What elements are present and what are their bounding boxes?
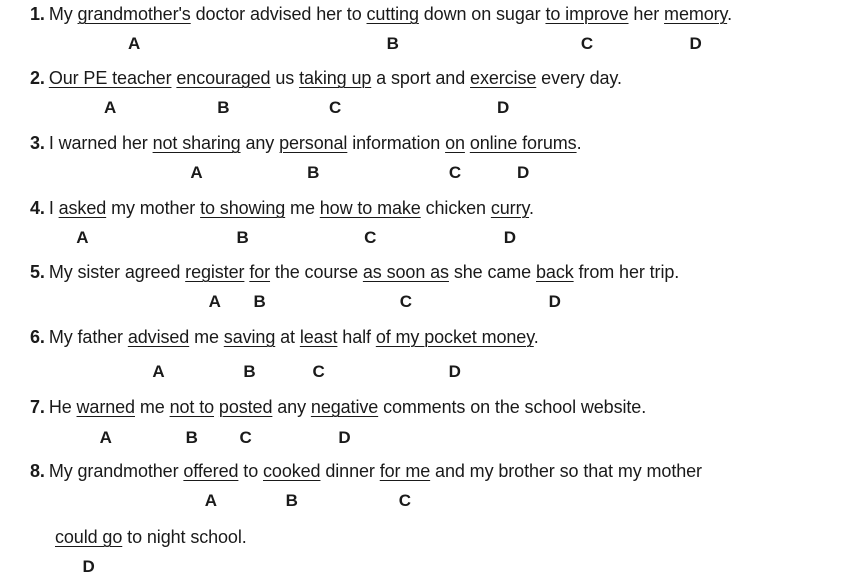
question-2-line-1 xyxy=(30,67,622,89)
sentence-text: from her trip. xyxy=(573,262,680,282)
question-3-line-1 xyxy=(30,132,581,154)
question-8-line-2 xyxy=(55,526,247,548)
question-7-line-1 xyxy=(30,396,646,418)
underlined-segment: how to make xyxy=(319,198,421,218)
question-number: 3. xyxy=(30,133,45,153)
option-label-c: C xyxy=(399,292,413,311)
option-label-b: B xyxy=(185,428,198,447)
question-number: 7. xyxy=(30,397,45,417)
question-number: 8. xyxy=(30,461,45,481)
option-label-d: D xyxy=(497,98,510,117)
sentence-text: any xyxy=(272,397,311,417)
underlined-segment: negative xyxy=(310,397,379,417)
sentence-text: me xyxy=(285,198,320,218)
sentence-text: I warned her xyxy=(48,133,153,153)
underlined-segment: cooked xyxy=(263,461,321,481)
underlined-segment: least xyxy=(299,327,338,347)
underlined-segment: advised xyxy=(127,327,190,347)
option-label-d: D xyxy=(689,34,702,53)
option-label-a: A xyxy=(99,428,112,447)
sentence-text: My xyxy=(48,4,78,24)
underlined-segment: warned xyxy=(76,397,135,417)
underlined-segment: offered xyxy=(183,461,239,481)
sentence-text: information xyxy=(347,133,446,153)
sentence-text: the course xyxy=(270,262,363,282)
underlined-segment: to showing xyxy=(200,198,286,218)
option-label-b: B xyxy=(253,292,266,311)
option-label-c: C xyxy=(580,34,594,53)
underlined-segment: curry xyxy=(490,198,530,218)
sentence-text: any xyxy=(240,133,280,153)
question-number: 4. xyxy=(30,198,45,218)
underlined-segment: memory xyxy=(664,4,728,24)
option-label-c: C xyxy=(329,98,342,117)
sentence-text: dinner xyxy=(320,461,380,481)
option-label-b: B xyxy=(243,362,256,381)
question-5-line-1 xyxy=(30,261,679,283)
underlined-segment: personal xyxy=(279,133,348,153)
sentence-text: . xyxy=(533,327,539,347)
option-label-d: D xyxy=(338,428,351,447)
option-label-c: C xyxy=(239,428,252,447)
option-label-a: A xyxy=(152,362,165,381)
question-number: 1. xyxy=(30,4,45,24)
sentence-text: she came xyxy=(448,262,536,282)
sentence-text: every day. xyxy=(536,68,622,88)
sentence-text: . xyxy=(529,198,534,218)
option-label-d: D xyxy=(82,557,95,576)
sentence-text: me xyxy=(134,397,170,417)
option-label-b: B xyxy=(236,228,249,247)
option-label-b: B xyxy=(285,491,298,510)
sentence-text: comments on the school website. xyxy=(378,397,647,417)
sentence-text: to night school. xyxy=(122,527,247,547)
underlined-segment: register xyxy=(185,262,245,282)
question-4-line-1 xyxy=(30,197,534,219)
option-label-c: C xyxy=(312,362,325,381)
option-label-b: B xyxy=(217,98,230,117)
underlined-segment: grandmother's xyxy=(77,4,191,24)
underlined-segment: taking up xyxy=(299,68,372,88)
underlined-segment: asked xyxy=(58,198,107,218)
underlined-segment: for xyxy=(249,262,271,282)
option-label-c: C xyxy=(364,228,377,247)
option-label-d: D xyxy=(548,292,561,311)
sentence-text: my mother xyxy=(106,198,201,218)
question-6-line-1 xyxy=(30,326,539,348)
sentence-text: half xyxy=(337,327,376,347)
option-label-d: D xyxy=(503,228,517,247)
underlined-segment: posted xyxy=(218,397,273,417)
sentence-text: a sport and xyxy=(371,68,471,88)
option-label-c: C xyxy=(398,491,412,510)
underlined-segment: not sharing xyxy=(152,133,241,153)
sentence-text: doctor advised her to xyxy=(190,4,367,24)
sentence-text: to xyxy=(238,461,264,481)
question-number: 5. xyxy=(30,262,45,282)
sentence-text: down on sugar xyxy=(418,4,546,24)
sentence-text: me xyxy=(189,327,224,347)
underlined-segment: to improve xyxy=(545,4,629,24)
option-label-d: D xyxy=(517,163,530,182)
option-label-d: D xyxy=(448,362,461,381)
underlined-segment: on xyxy=(445,133,465,153)
option-label-a: A xyxy=(190,163,203,182)
sentence-text: and my brother so that my mother xyxy=(430,461,702,481)
sentence-text: I xyxy=(48,198,59,218)
option-label-b: B xyxy=(386,34,399,53)
underlined-segment: saving xyxy=(223,327,276,347)
option-label-c: C xyxy=(448,163,462,182)
underlined-segment: Our PE teacher xyxy=(48,68,172,88)
sentence-text: . xyxy=(727,4,733,24)
sentence-text: her xyxy=(628,4,665,24)
question-number: 6. xyxy=(30,327,45,347)
underlined-segment: as soon as xyxy=(362,262,449,282)
option-label-b: B xyxy=(307,163,320,182)
underlined-segment: exercise xyxy=(470,68,537,88)
option-label-a: A xyxy=(104,98,117,117)
underlined-segment: encouraged xyxy=(176,68,271,88)
option-label-a: A xyxy=(208,292,221,311)
option-label-a: A xyxy=(204,491,218,510)
underlined-segment: back xyxy=(536,262,574,282)
sentence-text: My father xyxy=(48,327,128,347)
underlined-segment: for me xyxy=(379,461,431,481)
option-label-a: A xyxy=(76,228,89,247)
underlined-segment: not to xyxy=(169,397,215,417)
sentence-text: . xyxy=(576,133,582,153)
sentence-text: My sister agreed xyxy=(48,262,186,282)
question-8-line-1 xyxy=(30,460,702,482)
underlined-segment: online forums xyxy=(469,133,577,153)
option-label-a: A xyxy=(127,34,141,53)
question-number: 2. xyxy=(30,68,45,88)
underlined-segment: of my pocket money xyxy=(375,327,534,347)
underlined-segment: cutting xyxy=(366,4,419,24)
sentence-text: us xyxy=(270,68,300,88)
underlined-segment: could go xyxy=(55,527,123,547)
sentence-text: at xyxy=(275,327,300,347)
sentence-text: My grandmother xyxy=(48,461,184,481)
question-1-line-1 xyxy=(30,3,732,25)
sentence-text: He xyxy=(48,397,77,417)
sentence-text: chicken xyxy=(420,198,491,218)
